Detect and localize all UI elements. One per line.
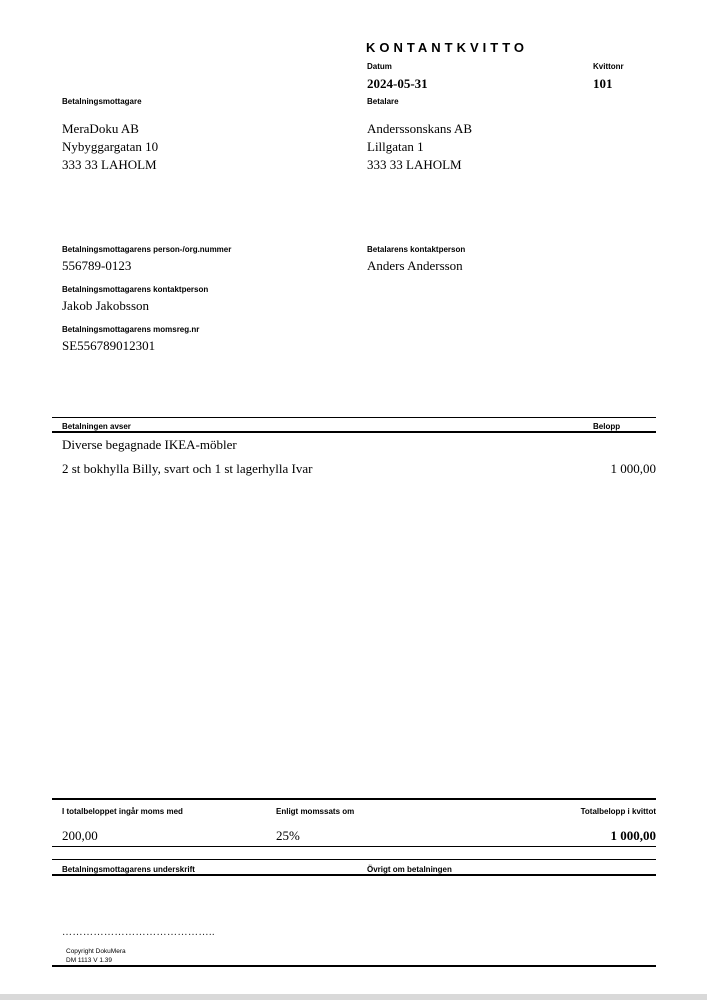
item-line-1: Diverse begagnade IKEA-möbler: [62, 437, 237, 452]
footer-copyright: Copyright DokuMera: [66, 948, 126, 955]
mottagare-label: Betalningsmottagare: [62, 97, 142, 106]
betalare-city: 333 33 LAHOLM: [367, 157, 462, 172]
ovrigt-label: Övrigt om betalningen: [367, 865, 452, 874]
momsreg-value: SE556789012301: [62, 338, 156, 353]
mottagare-city: 333 33 LAHOLM: [62, 157, 157, 172]
mottagare-street: Nybyggargatan 10: [62, 139, 159, 154]
totals-top-rule: [52, 798, 656, 800]
orgnr-label: Betalningsmottagarens person-/org.nummer: [62, 245, 232, 254]
betalare-street: Lillgatan 1: [367, 139, 424, 154]
document-title: KONTANTKVITTO: [366, 40, 529, 55]
items-top-rule: [52, 417, 656, 418]
moms-label: I totalbeloppet ingår moms med: [62, 807, 183, 816]
mottagare-name: MeraDoku AB: [62, 121, 139, 136]
footer-version: DM 1113 V 1.39: [66, 957, 113, 964]
kvittonr-value: 101: [593, 76, 613, 91]
momsreg-label: Betalningsmottagarens momsreg.nr: [62, 325, 200, 334]
datum-value: 2024-05-31: [367, 76, 428, 91]
datum-label: Datum: [367, 62, 392, 71]
betalare-label: Betalare: [367, 97, 399, 106]
item-line-2: 2 st bokhylla Billy, svart och 1 st lagerhylla Ivar: [62, 461, 313, 476]
items-header-rule: [52, 431, 656, 433]
item-line-2-amount: 1 000,00: [610, 461, 656, 476]
signature-header-rule: [52, 874, 656, 876]
total-value: 1 000,00: [610, 828, 656, 843]
kvittonr-label: Kvittonr: [593, 62, 624, 71]
totals-bottom-rule: [52, 846, 656, 847]
signature-top-rule: [52, 859, 656, 860]
betalare-name: Anderssonskans AB: [367, 121, 473, 136]
orgnr-value: 556789-0123: [62, 258, 132, 273]
footer-rule: [52, 965, 656, 967]
betalare-kontakt-value: Anders Andersson: [367, 258, 463, 273]
momssats-value: 25%: [276, 828, 300, 843]
betalare-kontakt-label: Betalarens kontaktperson: [367, 245, 466, 254]
items-header-belopp: Belopp: [593, 422, 621, 431]
mottagare-kontakt-label: Betalningsmottagarens kontaktperson: [62, 285, 209, 294]
momssats-label: Enligt momssats om: [276, 807, 355, 816]
moms-value: 200,00: [62, 828, 98, 843]
mottagare-kontakt-value: Jakob Jakobsson: [62, 298, 150, 313]
page-bottom-edge: [0, 994, 707, 1000]
items-header-avser: Betalningen avser: [62, 422, 131, 431]
total-label: Totalbelopp i kvittot: [580, 807, 656, 816]
signature-label: Betalningsmottagarens underskrift: [62, 865, 195, 874]
signature-line: ……………………………………..: [62, 927, 215, 938]
